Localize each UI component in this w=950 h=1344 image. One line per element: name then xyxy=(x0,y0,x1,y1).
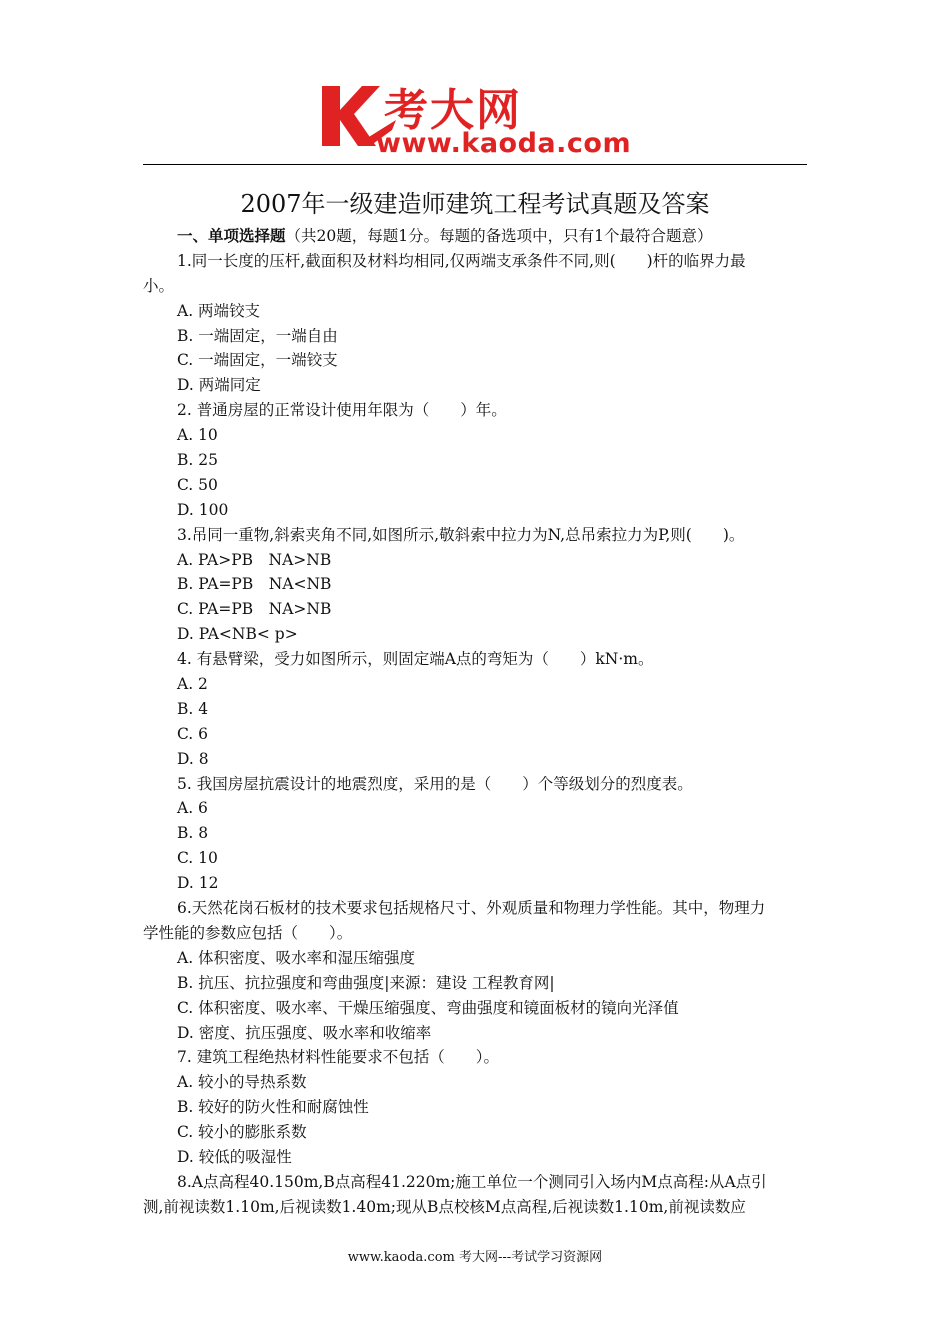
text-line: B. 一端固定，一端自由 xyxy=(177,326,338,345)
text-line: D. 12 xyxy=(177,874,219,893)
text-line: B. 8 xyxy=(177,824,209,843)
text-line: D. 两端同定 xyxy=(177,376,261,395)
text-line: A. 6 xyxy=(177,799,208,818)
text-line: 8.A点高程40.150m,B点高程41.220m;施工单位一个测同引入场内M点高程:从A点引 xyxy=(177,1172,767,1191)
text-line: C. 一端固定，一端铰支 xyxy=(177,351,338,370)
text-line: A. PA>PB NA>NB xyxy=(177,550,332,569)
text-line: 1.同一长度的压杆,截面积及材料均相同,仅两端支承条件不同,则( )杆的临界力最 xyxy=(177,251,746,270)
text-line: 5. 我国房屋抗震设计的地震烈度，采用的是（ ）个等级划分的烈度表。 xyxy=(177,774,693,793)
text-line: A. 10 xyxy=(177,426,218,445)
section-heading xyxy=(143,224,807,249)
section-heading-note: （共20题，每题1分。每题的备选项中，只有1个最符合题意） xyxy=(285,227,713,245)
text-line: D. 100 xyxy=(177,500,229,519)
text-line: D. PA<NB< p> xyxy=(177,625,298,644)
header-divider xyxy=(143,164,807,165)
text-line: C. 50 xyxy=(177,475,218,494)
text-line: D. 8 xyxy=(177,749,209,768)
kaoda-logo xyxy=(318,78,648,158)
text-line: 4. 有悬臂梁，受力如图所示，则固定端A点的弯矩为（ ）kN·m。 xyxy=(177,650,654,669)
text-line: B. 抗压、抗拉强度和弯曲强度|来源：建设 工程教育网| xyxy=(177,973,555,992)
text-line: D. 较低的吸湿性 xyxy=(177,1147,292,1166)
text-line: B. 较好的防火性和耐腐蚀性 xyxy=(177,1098,369,1117)
text-line: B. 25 xyxy=(177,451,218,470)
text-line: 3.吊同一重物,斜索夹角不同,如图所示,敬斜索中拉力为N,总吊索拉力为P,则( )。 xyxy=(177,525,745,544)
text-line: B. 4 xyxy=(177,699,209,718)
text-line: C. 10 xyxy=(177,849,218,868)
text-line: D. 密度、抗压强度、吸水率和收缩率 xyxy=(177,1023,432,1042)
text-line: C. 体积密度、吸水率、干燥压缩强度、弯曲强度和镜面板材的镜向光泽值 xyxy=(177,998,679,1017)
text-line: C. 6 xyxy=(177,724,209,743)
section-heading-label: 一、单项选择题 xyxy=(177,226,286,245)
logo-url-text: www.kaoda.com xyxy=(376,128,632,159)
text-line: A. 两端铰支 xyxy=(177,301,261,320)
text-line: 7. 建筑工程绝热材料性能要求不包括（ ）。 xyxy=(177,1048,499,1067)
text-line: A. 2 xyxy=(177,675,208,694)
text-line: C. 较小的膨胀系数 xyxy=(177,1123,307,1142)
text-line: 学性能的参数应包括（ ）。 xyxy=(143,923,353,942)
text-line: B. PA=PB NA<NB xyxy=(177,575,332,594)
text-line: 测,前视读数1.10m,后视读数1.40m;现从B点校核M点高程,后视读数1.10m,前视读数应 xyxy=(143,1197,746,1216)
text-line: 小。 xyxy=(143,276,175,295)
page-footer: www.kaoda.com 考大网---考试学习资源网 xyxy=(347,1250,603,1265)
text-line: A. 体积密度、吸水率和湿压缩强度 xyxy=(177,948,416,967)
text-line: C. PA=PB NA>NB xyxy=(177,600,332,619)
logo-chinese-text: 考大网 xyxy=(384,85,522,136)
text-line: 6.天然花岗石板材的技术要求包括规格尺寸、外观质量和物理力学性能。其中，物理力 xyxy=(177,899,766,918)
document-title: 2007年一级建造师建筑工程考试真题及答案 xyxy=(240,190,710,218)
document-body xyxy=(143,224,807,1220)
text-line: A. 较小的导热系数 xyxy=(177,1073,307,1092)
text-line: 2. 普通房屋的正常设计使用年限为（ ）年。 xyxy=(177,401,507,420)
